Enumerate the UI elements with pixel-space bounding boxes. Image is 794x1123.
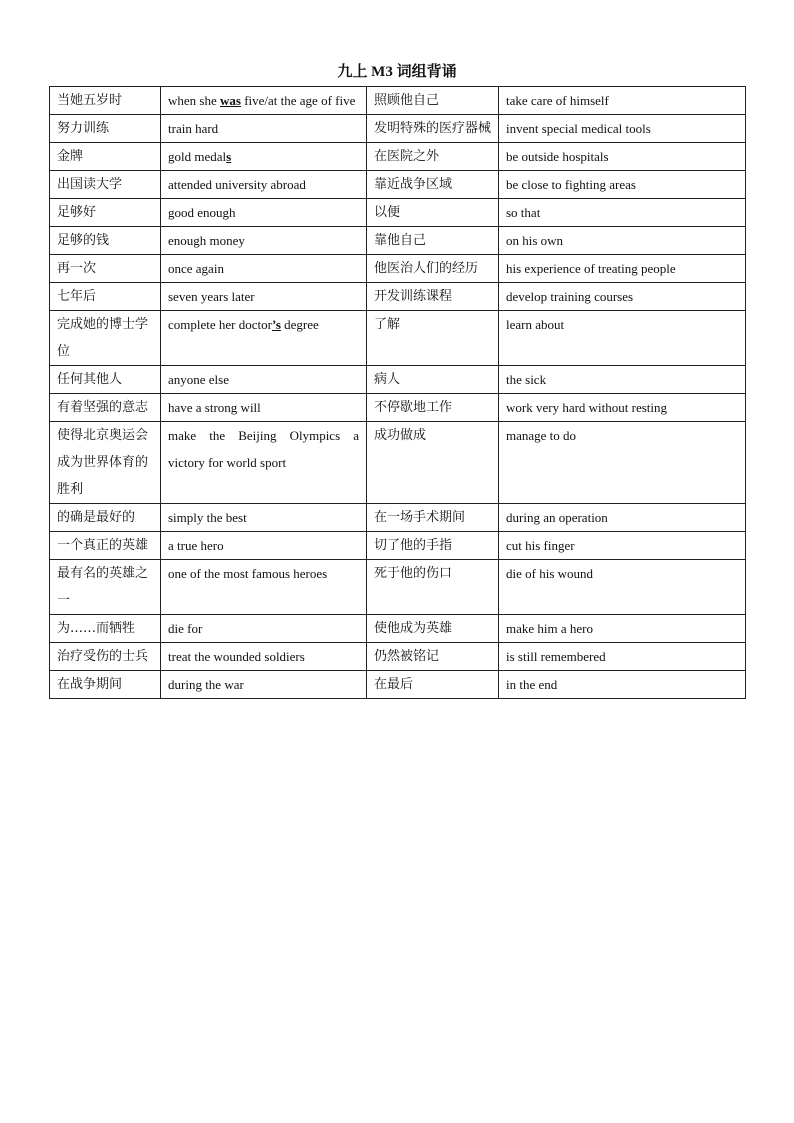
english-phrase: have a strong will: [161, 394, 367, 422]
chinese-phrase: 足够的钱: [50, 227, 161, 255]
english-phrase: die for: [161, 615, 367, 643]
chinese-phrase: 病人: [367, 366, 499, 394]
english-phrase: develop training courses: [499, 283, 746, 311]
chinese-phrase: 完成她的博士学位: [50, 311, 161, 366]
table-row: [50, 87, 746, 115]
english-phrase: train hard: [161, 115, 367, 143]
english-phrase: invent special medical tools: [499, 115, 746, 143]
english-phrase: make him a hero: [499, 615, 746, 643]
chinese-phrase: 他医治人们的经历: [367, 255, 499, 283]
chinese-phrase: 使得北京奥运会成为世界体育的胜利: [50, 422, 161, 504]
chinese-phrase: 的确是最好的: [50, 504, 161, 532]
table-row: [50, 560, 746, 615]
english-phrase: complete her doctor’s degree: [161, 311, 367, 366]
english-phrase: cut his finger: [499, 532, 746, 560]
english-phrase: during an operation: [499, 504, 746, 532]
chinese-phrase: 一个真正的英雄: [50, 532, 161, 560]
english-phrase: be close to fighting areas: [499, 171, 746, 199]
chinese-phrase: 金牌: [50, 143, 161, 171]
page-title: 九上 M3 词组背诵: [337, 64, 457, 80]
english-phrase: die of his wound: [499, 560, 746, 615]
chinese-phrase: 在医院之外: [367, 143, 499, 171]
english-phrase: make the Beijing Olympics a victory for world sport: [161, 422, 367, 504]
english-phrase: in the end: [499, 671, 746, 699]
table-row: [50, 366, 746, 394]
vocabulary-table: [49, 86, 746, 699]
table-row: [50, 115, 746, 143]
table-row: [50, 143, 746, 171]
chinese-phrase: 了解: [367, 311, 499, 366]
table-row: [50, 422, 746, 504]
emphasized-word: ’s: [271, 317, 281, 332]
chinese-phrase: 死于他的伤口: [367, 560, 499, 615]
english-phrase: so that: [499, 199, 746, 227]
chinese-phrase: 出国读大学: [50, 171, 161, 199]
english-phrase: attended university abroad: [161, 171, 367, 199]
table-row: [50, 643, 746, 671]
emphasized-word: s: [226, 149, 232, 164]
chinese-phrase: 靠他自己: [367, 227, 499, 255]
chinese-phrase: 为……而牺牲: [50, 615, 161, 643]
table-row: [50, 311, 746, 366]
english-phrase: the sick: [499, 366, 746, 394]
table-row: [50, 283, 746, 311]
english-phrase: good enough: [161, 199, 367, 227]
chinese-phrase: 再一次: [50, 255, 161, 283]
table-row: [50, 504, 746, 532]
chinese-phrase: 任何其他人: [50, 366, 161, 394]
english-phrase: treat the wounded soldiers: [161, 643, 367, 671]
english-phrase: work very hard without resting: [499, 394, 746, 422]
chinese-phrase: 足够好: [50, 199, 161, 227]
english-phrase: a true hero: [161, 532, 367, 560]
table-row: [50, 532, 746, 560]
chinese-phrase: 开发训练课程: [367, 283, 499, 311]
english-phrase: learn about: [499, 311, 746, 366]
english-phrase: once again: [161, 255, 367, 283]
table-row: [50, 394, 746, 422]
table-row: [50, 671, 746, 699]
english-phrase: be outside hospitals: [499, 143, 746, 171]
english-phrase: enough money: [161, 227, 367, 255]
english-phrase: on his own: [499, 227, 746, 255]
chinese-phrase: 治疗受伤的士兵: [50, 643, 161, 671]
table-row: [50, 199, 746, 227]
chinese-phrase: 以便: [367, 199, 499, 227]
english-phrase: one of the most famous heroes: [161, 560, 367, 615]
table-row: [50, 255, 746, 283]
chinese-phrase: 切了他的手指: [367, 532, 499, 560]
chinese-phrase: 七年后: [50, 283, 161, 311]
chinese-phrase: 最有名的英雄之一: [50, 560, 161, 615]
chinese-phrase: 有着坚强的意志: [50, 394, 161, 422]
chinese-phrase: 不停歇地工作: [367, 394, 499, 422]
chinese-phrase: 成功做成: [367, 422, 499, 504]
english-phrase: seven years later: [161, 283, 367, 311]
table-row: [50, 227, 746, 255]
chinese-phrase: 在战争期间: [50, 671, 161, 699]
chinese-phrase: 在最后: [367, 671, 499, 699]
chinese-phrase: 发明特殊的医疗器械: [367, 115, 499, 143]
chinese-phrase: 当她五岁时: [50, 87, 161, 115]
english-phrase: simply the best: [161, 504, 367, 532]
english-phrase: is still remembered: [499, 643, 746, 671]
english-phrase: take care of himself: [499, 87, 746, 115]
emphasized-word: was: [220, 93, 241, 108]
english-phrase: when she was five/at the age of five: [161, 87, 367, 115]
chinese-phrase: 使他成为英雄: [367, 615, 499, 643]
english-phrase: manage to do: [499, 422, 746, 504]
chinese-phrase: 在一场手术期间: [367, 504, 499, 532]
english-phrase: gold medals: [161, 143, 367, 171]
table-row: [50, 171, 746, 199]
chinese-phrase: 照顾他自己: [367, 87, 499, 115]
table-row: [50, 615, 746, 643]
chinese-phrase: 靠近战争区域: [367, 171, 499, 199]
chinese-phrase: 努力训练: [50, 115, 161, 143]
english-phrase: anyone else: [161, 366, 367, 394]
english-phrase: his experience of treating people: [499, 255, 746, 283]
english-phrase: during the war: [161, 671, 367, 699]
chinese-phrase: 仍然被铭记: [367, 643, 499, 671]
